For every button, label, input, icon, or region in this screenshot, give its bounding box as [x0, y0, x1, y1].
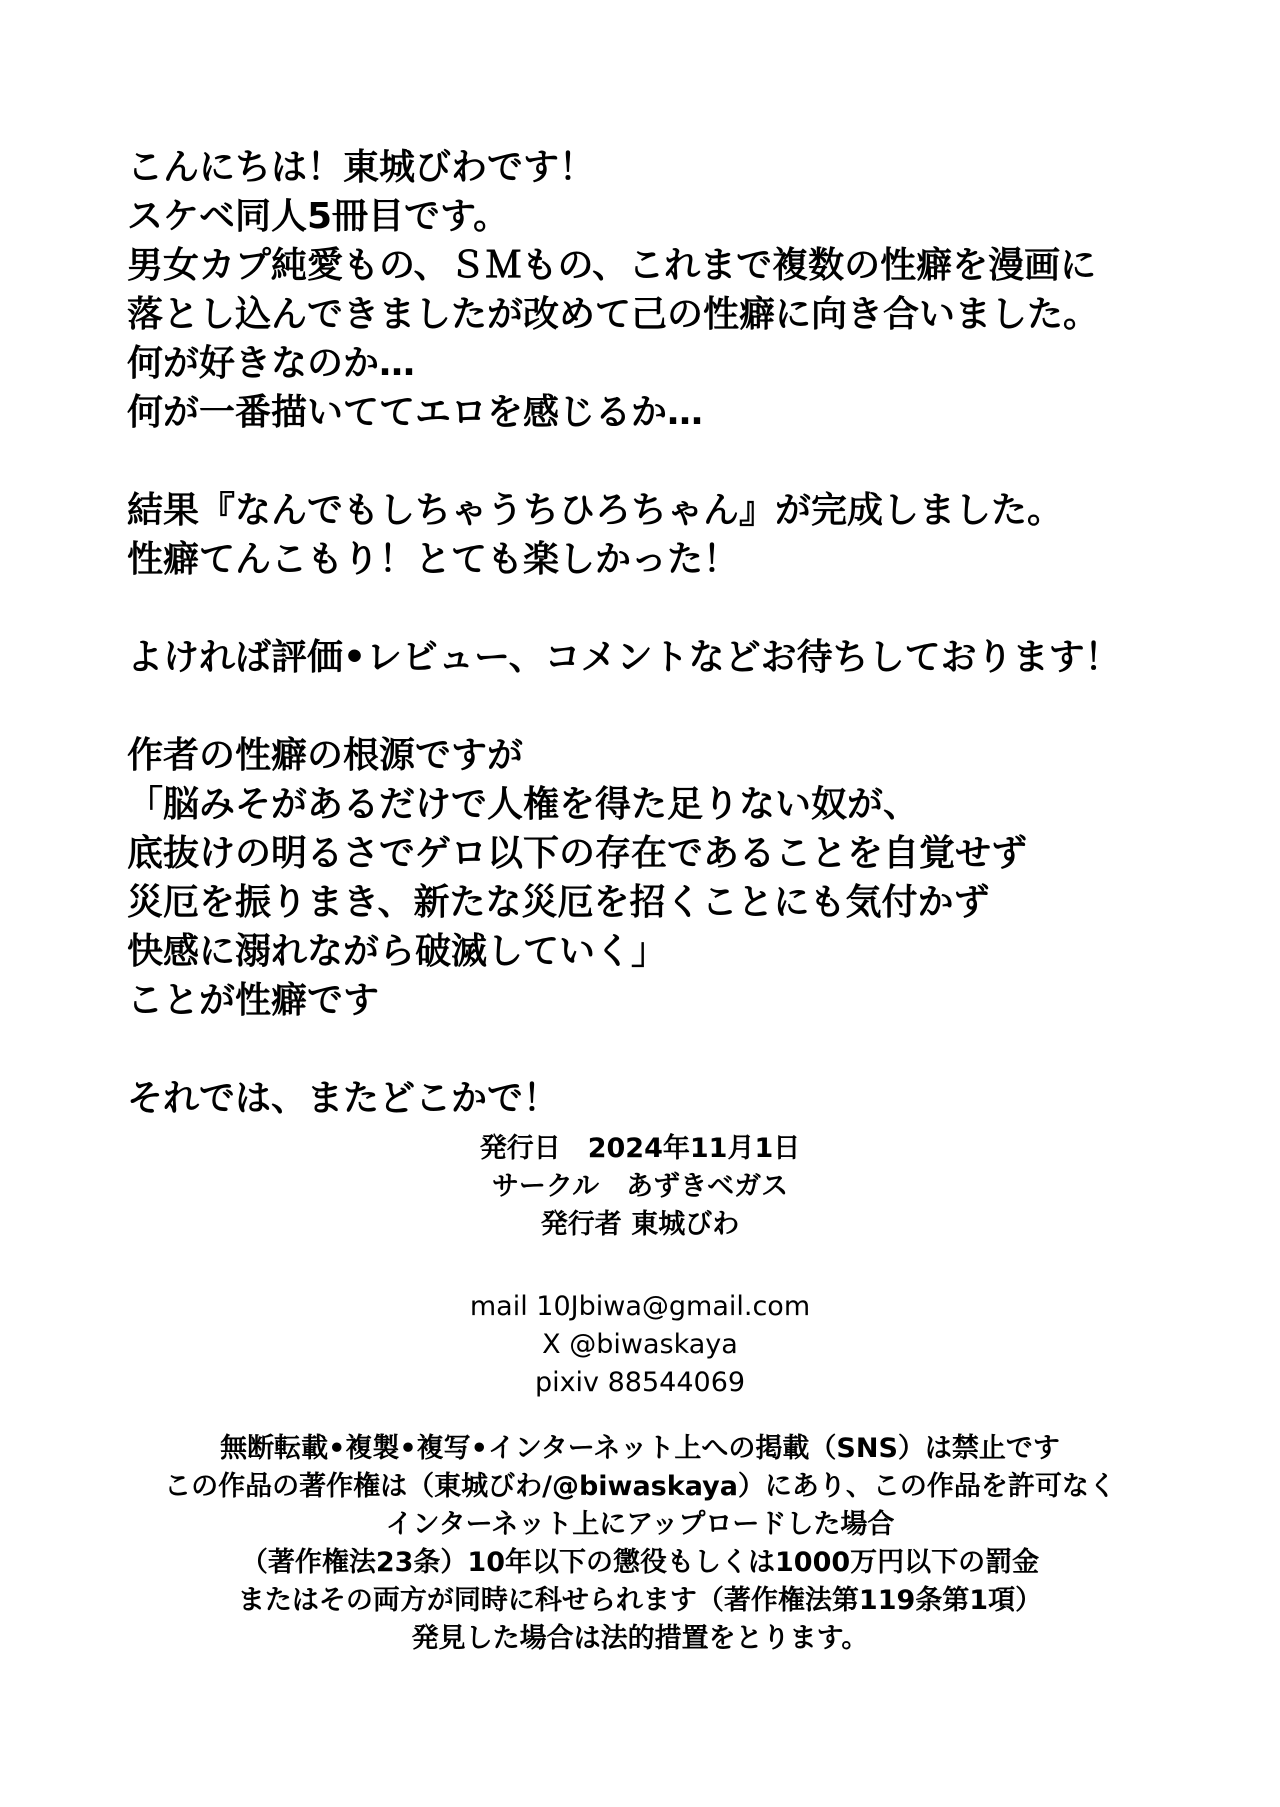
message-line: 災厄を振りまき、新たな災厄を招くことにも気付かず: [127, 882, 990, 923]
notice-line: またはその両方が同時に科せられます（著作権法第119条第1項）: [237, 1585, 1043, 1616]
contact-pixiv: pixiv 88544069: [534, 1367, 746, 1398]
copyright-notice: [0, 1430, 1280, 1658]
message-line: ことが性癖です: [127, 980, 380, 1021]
paragraph-gap: [127, 682, 1247, 731]
contact-x: X @biwaskaya: [542, 1329, 738, 1360]
contact-mail: mail 10Jbiwa@gmail.com: [469, 1291, 811, 1322]
paragraph-gap: [127, 1025, 1247, 1074]
notice-line: インターネット上にアップロードした場合: [385, 1509, 895, 1540]
message-line: 「脳みそがあるだけで人権を得た足りない奴が、: [127, 784, 920, 825]
message-line: 結果『なんでもしちゃうちひろちゃん』が完成しました。: [127, 490, 1064, 531]
notice-line: 無断転載•複製•複写•インターネット上への掲載（SNS）は禁止です: [220, 1433, 1060, 1464]
message-line: 何が好きなのか…: [127, 343, 416, 384]
notice-line: 発見した場合は法的措置をとります。: [411, 1623, 869, 1654]
message-line: 底抜けの明るさでゲロ以下の存在であることを自覚せず: [127, 833, 1028, 874]
notice-line: この作品の著作権は（東城びわ/@biwaskaya）にあり、この作品を許可なく: [164, 1471, 1116, 1502]
message-line: 性癖てんこもり！とても楽しかった！: [127, 539, 740, 580]
message-line: 快感に溺れながら破滅していく」: [127, 931, 668, 972]
colophon: [0, 1130, 1280, 1244]
paragraph-gap: [127, 584, 1247, 633]
afterword-message: [127, 143, 1247, 1123]
message-line: 何が一番描いててエロを感じるか…: [127, 392, 704, 433]
circle-name: サークル あずきベガス: [491, 1171, 789, 1202]
notice-line: （著作権法23条）10年以下の懲役もしくは1000万円以下の罰金: [240, 1547, 1040, 1578]
message-line: スケベ同人5冊目です。: [127, 196, 510, 237]
closing-line: それでは、またどこかで！: [127, 1078, 560, 1119]
paragraph-gap: [127, 437, 1247, 486]
publish-date: 発行日 2024年11月1日: [479, 1133, 801, 1164]
publisher-name: 発行者 東城びわ: [540, 1209, 740, 1240]
message-line: 作者の性癖の根源ですが: [127, 735, 524, 776]
greeting-line: こんにちは！東城びわです！: [127, 147, 596, 188]
message-line: 落とし込んできましたが改めて己の性癖に向き合いました。: [127, 294, 1100, 335]
message-line: よければ評価•レビュー、コメントなどお待ちしております！: [127, 637, 1121, 678]
contact-info: [0, 1288, 1280, 1402]
message-line: 男女カプ純愛もの、ＳＭもの、これまで複数の性癖を漫画に: [127, 245, 1097, 286]
